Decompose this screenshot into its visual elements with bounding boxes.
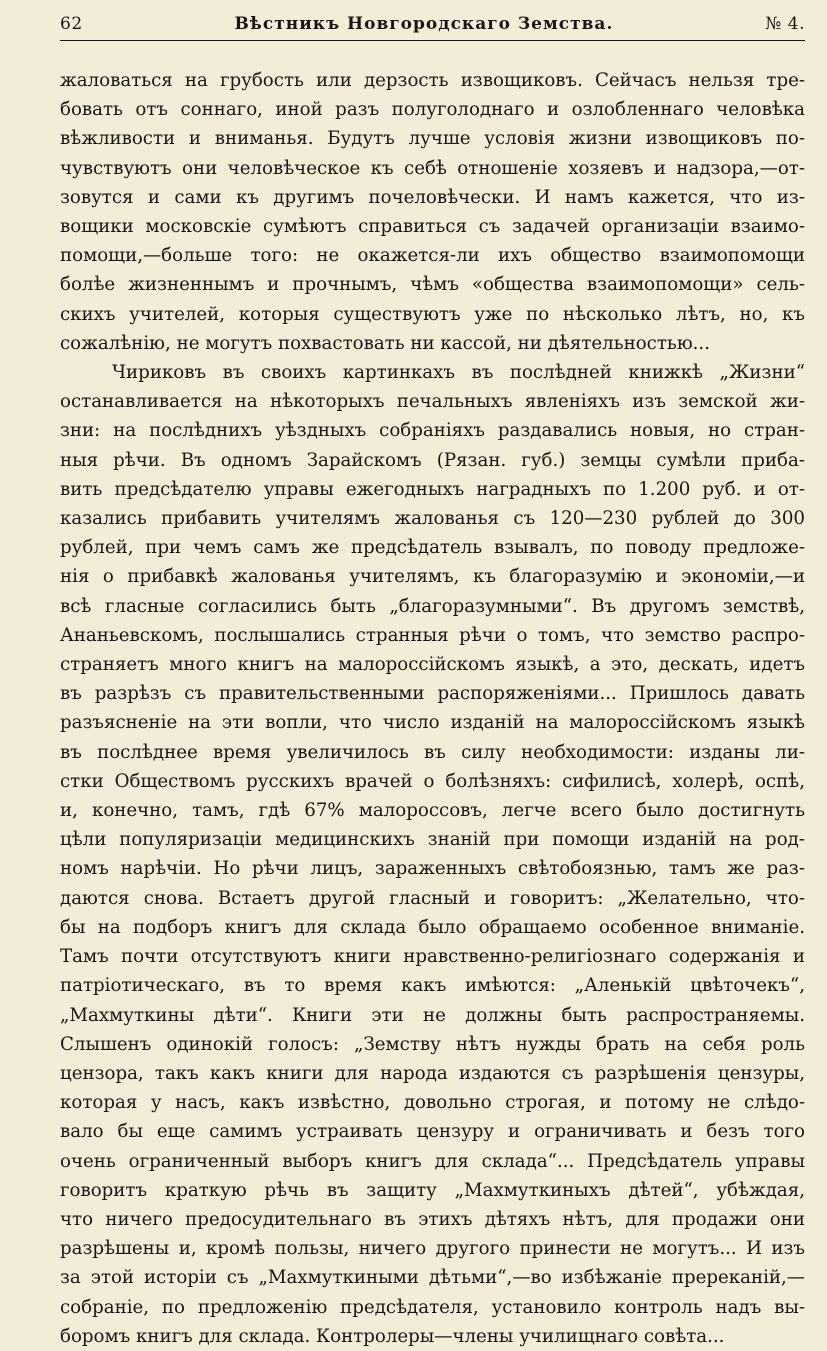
running-header bbox=[60, 14, 805, 41]
text-line: сожалѣнію, не могутъ похвастовать ни кассой, ни дѣятельностью... bbox=[60, 332, 710, 354]
text-line: вить предсѣдателю управы ежегодныхъ наградныхъ по 1.200 руб. и от- bbox=[60, 478, 805, 500]
text-line: боромъ книгъ для склада. Контролеры—члены училищнаго совѣта... bbox=[60, 1325, 725, 1347]
text-line: говоритъ краткую рѣчь въ защиту „Махмуткиныхъ дѣтей“, убѣждая, bbox=[60, 1179, 805, 1201]
issue-number: № 4. bbox=[765, 14, 805, 34]
text-line: зни: на послѣднихъ уѣздныхъ собраніяхъ раздавались новыя, но стран- bbox=[60, 420, 805, 442]
text-line: и, конечно, тамъ, гдѣ 67% малороссовъ, легче всего было достигнуть bbox=[60, 800, 805, 822]
text-line: Чириковъ въ своихъ картинкахъ въ послѣдней книжкѣ „Жизни“ bbox=[112, 362, 805, 384]
text-line: что ничего предосудительнаго въ этихъ дѣтяхъ нѣтъ, для продажи они bbox=[60, 1208, 805, 1230]
text-line: въ послѣднее время увеличилось въ силу необходимости: изданы ли- bbox=[60, 741, 805, 763]
text-line: собраніе, по предложенію предсѣдателя, установило контроль надъ вы- bbox=[60, 1296, 805, 1318]
text-line: вощики московскіе сумѣютъ справиться съ задачей организаціи взаимо- bbox=[60, 216, 805, 238]
text-line: разрѣшены и, кромѣ пользы, ничего другого принести не могутъ... И изъ bbox=[60, 1238, 805, 1260]
text-line: бы на подборъ книгъ для склада было обращаемо особенное вниманіе. bbox=[60, 916, 805, 938]
journal-title: Вѣстникъ Новгородскаго Земства. bbox=[234, 14, 614, 34]
text-line: за этой исторіи съ „Махмуткиными дѣтьми“,—во избѣжаніе пререканій,— bbox=[60, 1267, 805, 1289]
article-body bbox=[60, 66, 805, 1351]
text-line: ныя рѣчи. Въ одномъ Зарайскомъ (Рязан. губ.) земцы сумѣли приба- bbox=[60, 449, 805, 471]
text-line: страняетъ много книгъ на малороссійскомъ языкѣ, а это, дескать, идетъ bbox=[60, 654, 805, 676]
text-line: вѣжливости и вниманья. Будутъ лучше условія жизни извощиковъ по- bbox=[60, 128, 805, 150]
text-line: чувствуютъ они человѣческое къ себѣ отношеніе хозяевъ и надзора,—от- bbox=[60, 157, 805, 179]
text-line: всѣ гласные согласились быть „благоразумными“. Въ другомъ земствѣ, bbox=[60, 595, 805, 617]
text-line: цензора, такъ какъ книги для народа издаются съ разрѣшенія цензуры, bbox=[60, 1062, 805, 1084]
text-line: цѣли популяризаціи медицинскихъ знаній при помощи изданій на род- bbox=[60, 829, 805, 851]
text-line: нія о прибавкѣ жалованья учителямъ, къ благоразумію и экономіи,—и bbox=[60, 566, 805, 588]
text-line: въ разрѣзъ съ правительственными распоряженіями... Пришлось давать bbox=[60, 683, 805, 705]
paragraph-2 bbox=[60, 358, 805, 1351]
text-line: жаловаться на грубость или дерзость извощиковъ. Сейчасъ нельзя тре- bbox=[60, 70, 805, 91]
text-line: стки Обществомъ русскихъ врачей о болѣзняхъ: сифилисѣ, холерѣ, оспѣ, bbox=[60, 770, 805, 792]
text-line: болѣе жизненнымъ и прочнымъ, чѣмъ «общества взаимопомощи» сель- bbox=[60, 274, 805, 296]
text-line: очень ограниченный выборъ книгъ для склада“... Предсѣдатель управы bbox=[60, 1150, 805, 1172]
text-line: помощи,—больше того: не окажется-ли ихъ общество взаимопомощи bbox=[60, 245, 805, 267]
text-line: рублей, при чемъ самъ же предсѣдатель взывалъ, по поводу предложе- bbox=[60, 537, 805, 559]
text-line: Тамъ почти отсутствуютъ книги нравственно-религіознаго содержанія и bbox=[60, 946, 805, 968]
text-line: Слышенъ одинокій голосъ: „Земству нѣтъ нужды брать на себя роль bbox=[60, 1033, 805, 1055]
text-line: бовать отъ соннаго, иной разъ полуголоднаго и озлобленнаго человѣка bbox=[60, 99, 805, 121]
text-line: останавливается на нѣкоторыхъ печальныхъ явленіяхъ изъ земской жи- bbox=[60, 391, 805, 413]
text-line: которая у насъ, какъ извѣстно, довольно строгая, и потому не слѣдо- bbox=[60, 1092, 805, 1114]
text-line: патріотическаго, въ то время какъ имѣются: „Аленькій цвѣточекъ“, bbox=[60, 975, 805, 997]
text-line: зовутся и сами къ другимъ почеловѣчески. И намъ кажется, что из- bbox=[60, 186, 805, 208]
text-line: даются снова. Встаетъ другой гласный и говоритъ: „Желательно, что- bbox=[60, 887, 805, 909]
page-number: 62 bbox=[60, 14, 83, 34]
text-line: разъясненіе на эти вопли, что число изданій на малороссійскомъ языкѣ bbox=[60, 712, 805, 734]
text-line: скихъ учителей, которыя существуютъ уже по нѣсколько лѣтъ, но, къ bbox=[60, 303, 805, 325]
paragraph-1 bbox=[60, 66, 805, 358]
text-line: номъ нарѣчіи. Но рѣчи лицъ, зараженныхъ свѣтобоязнью, тамъ же раз- bbox=[60, 858, 805, 880]
text-line: вало бы еще самимъ устраивать цензуру и ограничивать и безъ того bbox=[60, 1121, 805, 1143]
text-line: „Махмуткины дѣти“. Книги эти не должны быть распространяемы. bbox=[60, 1004, 805, 1026]
text-line: казались прибавить учителямъ жалованья съ 120—230 рублей до 300 bbox=[60, 508, 805, 530]
text-line: Ананьевскомъ, послышались странныя рѣчи о томъ, что земство распро- bbox=[60, 624, 805, 646]
